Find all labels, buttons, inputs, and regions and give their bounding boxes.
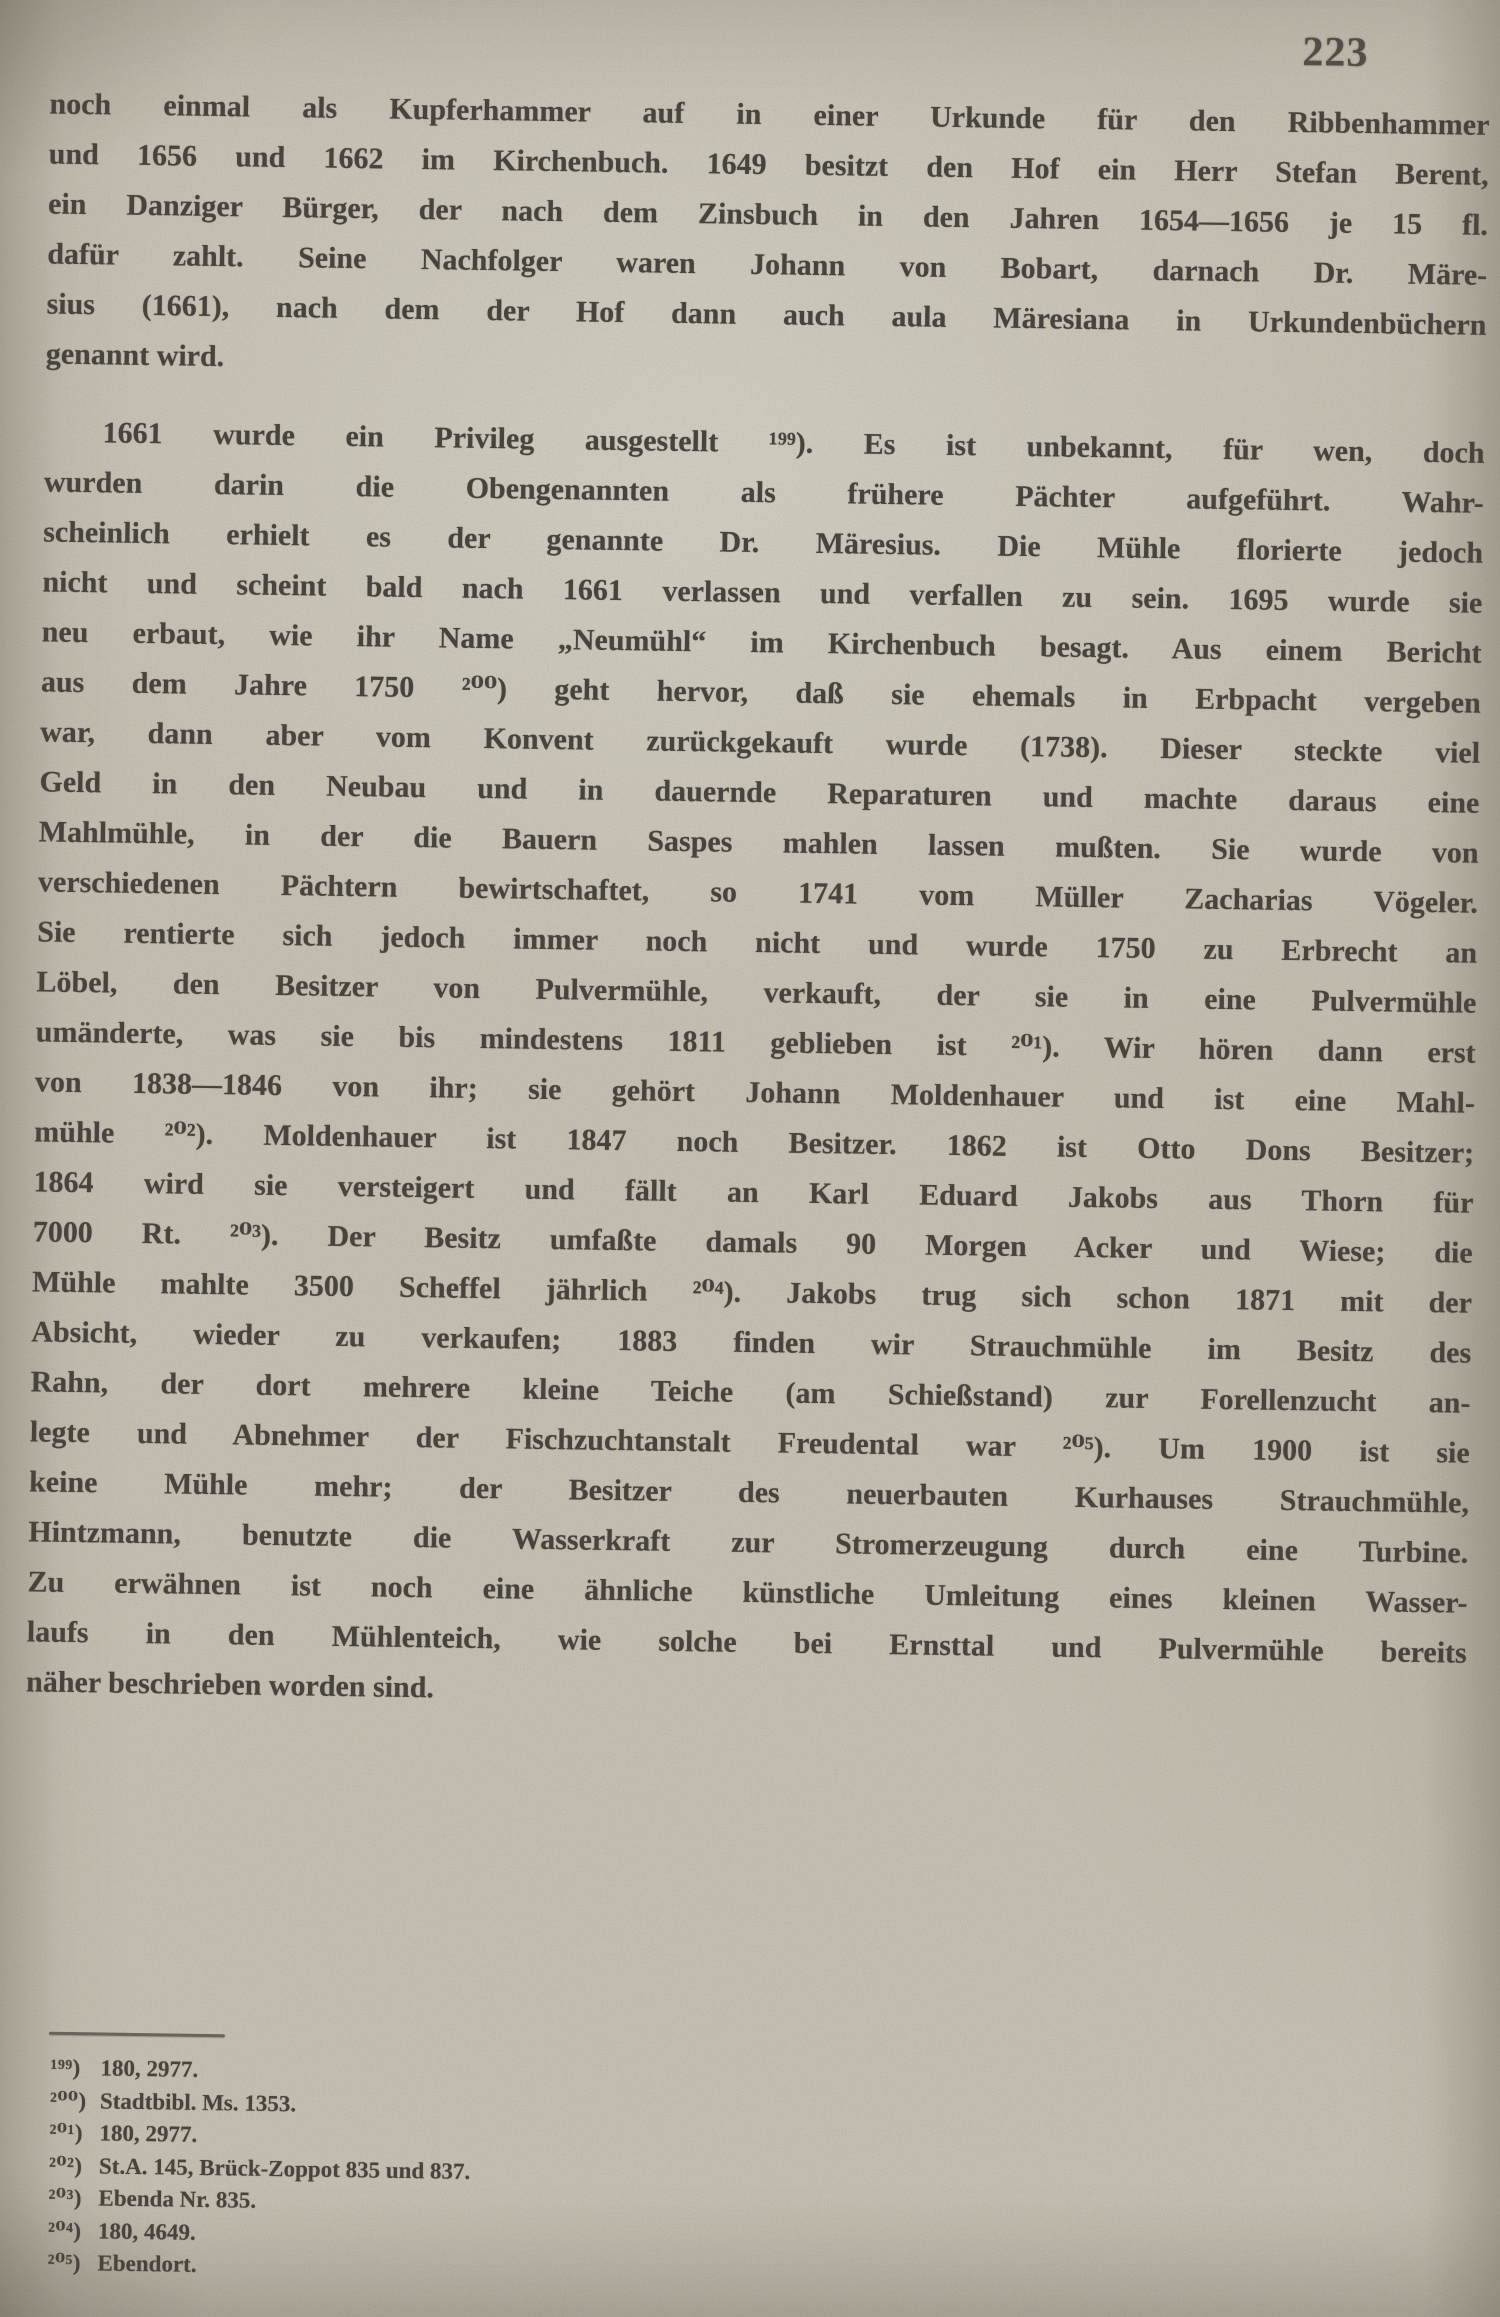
text-line: 7000 Rt. ²⁰³). Der Besitz umfaßte damals 90 Morgen Acker und Wiese; die <box>32 1215 1473 1270</box>
text-line: mühle ²⁰²). Moldenhauer ist 1847 noch Besitzer. 1862 ist Otto Dons Besitzer; <box>34 1115 1475 1170</box>
text-line: dafür zahlt. Seine Nachfolger waren Johann von Bobart, darnach Dr. Märe- <box>47 237 1488 292</box>
text-line: von 1838—1846 von ihr; sie gehört Johann Moldenhauer und ist eine Mahl- <box>34 1065 1476 1120</box>
footnote-text: 180, 4649. <box>97 2217 196 2245</box>
text-line: umänderte, was sie bis mindestens 1811 geblieben ist ²⁰¹). Wir hören dann erst <box>35 1015 1476 1070</box>
text-line: Mahlmühle, in der die Bauern Saspes mahlen lassen mußten. Sie wurde von <box>38 815 1479 870</box>
text-line: Geld in den Neubau und in dauernde Reparaturen und machte daraus eine <box>39 765 1480 820</box>
footnote-text: Ebenda Nr. 835. <box>98 2185 257 2213</box>
text-line: scheinlich erhielt es der genannte Dr. Märesius. Die Mühle florierte jedoch <box>42 515 1484 570</box>
footnote-marker: ²⁰⁰) <box>49 2087 87 2113</box>
footnote-text: Stadtbibl. Ms. 1353. <box>99 2087 297 2116</box>
text-line: legte und Abnehmer der Fischzuchtanstalt Freudental war ²⁰⁵). Um 1900 ist sie <box>29 1415 1470 1470</box>
text-line: laufs in den Mühlenteich, wie solche bei Ernsttal und Pulvermühle bereits <box>26 1615 1467 1670</box>
paragraph-2 <box>26 407 1485 1728</box>
text-line: ein Danziger Bürger, der nach dem Zinsbuch in den Jahren 1654—1656 je 15 fl. <box>47 187 1489 242</box>
text-line: genannt wird. <box>45 337 225 374</box>
footnote-text: St.A. 145, Brück-Zoppot 835 und 837. <box>98 2152 471 2184</box>
footnote-separator-rule <box>49 2032 225 2038</box>
text-line: Rahn, der dort mehrere kleine Teiche (am Schießstand) zur Forellenzucht an- <box>30 1365 1471 1420</box>
text-line: 1661 wurde ein Privileg ausgestellt ¹⁹⁹). Es ist unbekannt, für wen, doch <box>102 416 1485 470</box>
paragraph-1 <box>45 79 1489 400</box>
text-line: Zu erwähnen ist noch eine ähnliche künstliche Umleitung eines kleinen Wasser- <box>27 1565 1468 1620</box>
footnote-marker: ²⁰¹) <box>49 2119 84 2146</box>
footnote-text: Ebendort. <box>97 2250 197 2277</box>
text-line: aus dem Jahre 1750 ²⁰⁰) geht hervor, daß sie ehemals in Erbpacht vergeben <box>40 665 1482 720</box>
text-line: und 1656 und 1662 im Kirchenbuch. 1649 besitzt den Hof ein Herr Stefan Berent, <box>48 137 1489 192</box>
text-line: neu erbaut, wie ihr Name „Neumühl“ im Kirchenbuch besagt. Aus einem Bericht <box>41 615 1482 670</box>
text-line: war, dann aber vom Konvent zurückgekauft wurde (1738). Dieser steckte viel <box>40 715 1481 770</box>
body-text <box>26 79 1490 1728</box>
text-line: wurden darin die Obengenannten als frühere Pächter aufgeführt. Wahr- <box>43 465 1485 520</box>
text-line: näher beschrieben worden sind. <box>25 1665 435 1705</box>
text-line: nicht und scheint bald nach 1661 verlassen und verfallen zu sein. 1695 wurde sie <box>42 565 1483 620</box>
text-line: Löbel, den Besitzer von Pulvermühle, verkauft, der sie in eine Pulvermühle <box>36 965 1477 1020</box>
footnote-marker: ²⁰³) <box>48 2184 83 2211</box>
text-line: keine Mühle mehr; der Besitzer des neuerbauten Kurhauses Strauchmühle, <box>28 1465 1470 1520</box>
text-line: Mühle mahlte 3500 Scheffel jährlich ²⁰⁴). Jakobs trug sich schon 1871 mit der <box>31 1265 1473 1320</box>
footnotes <box>47 2052 1426 2300</box>
footnote-text: 180, 2977. <box>100 2055 199 2082</box>
footnote-marker: ²⁰⁴) <box>47 2217 82 2243</box>
text-line: Hintzmann, benutzte die Wasserkraft zur Stromerzeugung durch eine Turbine. <box>28 1515 1469 1570</box>
footnote-text: 180, 2977. <box>99 2120 198 2147</box>
text-line: sius (1661), nach dem der Hof dann auch aula Märesiana in Urkundenbüchern <box>46 287 1487 342</box>
text-line: verschiedenen Pächtern bewirtschaftet, so 1741 vom Müller Zacharias Vögeler. <box>37 865 1479 920</box>
footnote-marker: ²⁰⁵) <box>47 2249 82 2276</box>
text-line: Absicht, wieder zu verkaufen; 1883 finden wir Strauchmühle im Besitz des <box>31 1315 1472 1370</box>
footnote-marker: ²⁰²) <box>48 2152 83 2178</box>
footnote-marker: ¹⁹⁹) <box>50 2054 81 2081</box>
text-line: Sie rentierte sich jedoch immer noch nicht und wurde 1750 zu Erbrecht an <box>37 915 1478 970</box>
text-line: noch einmal als Kupferhammer auf in einer Urkunde für den Ribbenhammer <box>49 87 1490 142</box>
page-number: 223 <box>1302 29 1369 77</box>
text-line: 1864 wird sie versteigert und fällt an Karl Eduard Jakobs aus Thorn für <box>33 1165 1474 1220</box>
